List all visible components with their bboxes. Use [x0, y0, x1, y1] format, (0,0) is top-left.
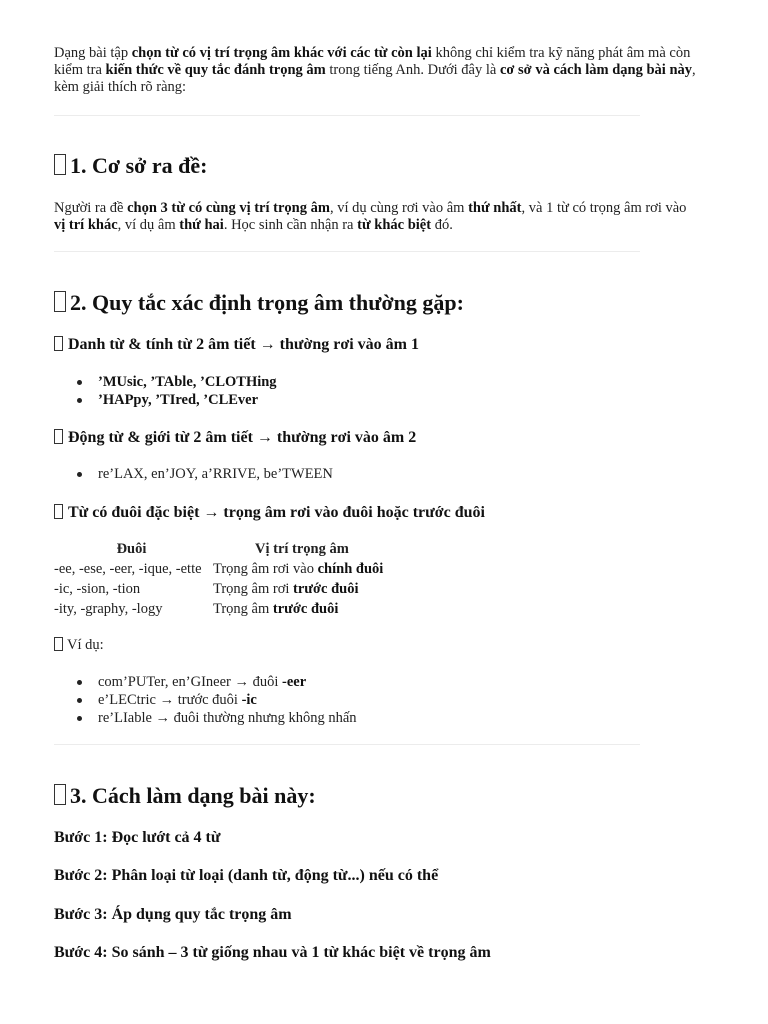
list-item: e’LECtric → trước đuôi -ic	[54, 691, 357, 709]
rule1-title: Danh từ & tính từ 2 âm tiết → thường rơi vào âm 1	[54, 335, 419, 355]
missing-glyph-icon	[54, 291, 66, 312]
rule2-list	[54, 465, 333, 483]
section2-heading: 2. Quy tắc xác định trọng âm thường gặp:	[54, 290, 464, 316]
section3-heading: 3. Cách làm dạng bài này:	[54, 783, 316, 809]
table-row	[54, 599, 387, 619]
examples-list	[54, 673, 357, 727]
table-header: Vị trí trọng âm	[255, 541, 349, 557]
missing-glyph-icon	[54, 784, 66, 805]
missing-glyph-icon	[54, 336, 63, 351]
step-3: Bước 3: Áp dụng quy tắc trọng âm	[54, 906, 292, 923]
table-cell: -ee, -ese, -eer, -ique, -ette	[54, 561, 202, 577]
table-cell: -ic, -sion, -tion	[54, 581, 141, 597]
table-row	[54, 579, 387, 599]
list-item: ’HAPpy, ’TIred, ’CLEver	[54, 391, 277, 409]
step-4: Bước 4: So sánh – 3 từ giống nhau và 1 từ khác biệt về trọng âm	[54, 944, 491, 961]
table-cell: Trọng âm rơi trước đuôi	[213, 581, 359, 597]
missing-glyph-icon	[54, 154, 66, 175]
table-cell: Trọng âm rơi vào chính đuôi	[213, 561, 384, 577]
missing-glyph-icon	[54, 429, 63, 444]
intro-paragraph: Dạng bài tập chọn từ có vị trí trọng âm khác với các từ còn lại không chỉ kiểm tra kỹ năng phát âm mà còn kiểm tra kiến thức về quy tắc đánh trọng âm trong tiếng Anh. Dưới đây là cơ sở và cách làm dạng bài này, kèm giải thích rõ ràng:	[54, 45, 696, 95]
list-item: com’PUTer, en’GIneer → đuôi -eer	[54, 673, 357, 691]
rule3-title: Từ có đuôi đặc biệt → trọng âm rơi vào đuôi hoặc trước đuôi	[54, 503, 485, 523]
divider	[54, 744, 640, 745]
step-1: Bước 1: Đọc lướt cả 4 từ	[54, 829, 221, 846]
section1-heading: 1. Cơ sở ra đề:	[54, 153, 207, 179]
step-2: Bước 2: Phân loại từ loại (danh từ, động từ...) nếu có thể	[54, 867, 439, 884]
section1-paragraph: Người ra đề chọn 3 từ có cùng vị trí trọng âm, ví dụ cùng rơi vào âm thứ nhất, và 1 từ có trọng âm rơi vào vị trí khác, ví dụ âm thứ hai. Học sinh cần nhận ra từ khác biệt đó.	[54, 200, 687, 233]
suffix-table	[54, 539, 387, 619]
list-item: re’LIable → đuôi thường nhưng không nhấn	[54, 709, 357, 727]
missing-glyph-icon	[54, 637, 63, 651]
missing-glyph-icon	[54, 504, 63, 519]
table-cell: -ity, -graphy, -logy	[54, 601, 163, 617]
table-row	[54, 559, 387, 579]
table-header: Đuôi	[116, 541, 147, 557]
divider	[54, 251, 640, 252]
rule1-list	[54, 373, 277, 409]
list-item: ’MUsic, ’TAble, ’CLOTHing	[54, 373, 277, 391]
list-item: re’LAX, en’JOY, a’RRIVE, be’TWEEN	[54, 465, 333, 483]
examples-label: Ví dụ:	[54, 637, 104, 654]
table-cell: Trọng âm trước đuôi	[213, 601, 339, 617]
divider	[54, 115, 640, 116]
rule2-title: Động từ & giới từ 2 âm tiết → thường rơi vào âm 2	[54, 428, 416, 448]
table-header-row	[54, 539, 387, 559]
